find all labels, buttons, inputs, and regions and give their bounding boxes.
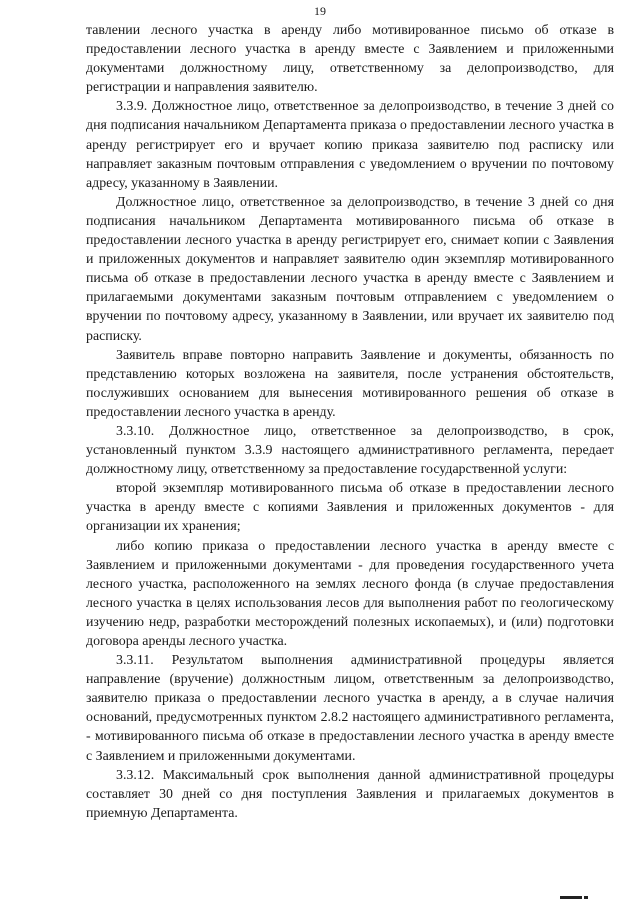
paragraph-refusal-registration: Должностное лицо, ответственное за делопроизводство, в течение 3 дней со дня подписания начальником Департамента мотивированного письма об отказе в предоставлении лесного участка в аренду регистрирует его, снимает копии с Заявления и приложенных документов и направляет заявителю один экземпляр мотивированного письма об отказе в предоставлении лесного участка в аренду вместе с Заявлением и прилагаемыми документами заказным почтовым отправлением с уведомлением о вручении по почтовому адресу, указанному в Заявлении, или вручает их заявителю под расписку.: [86, 194, 614, 344]
paragraph-reapplication: Заявитель вправе повторно направить Заявление и документы, обязанность по представлению которых возложена на заявителя, после устранения обстоятельств, послуживших основанием для вынесения мотивированного решения об отказе в предоставлении лесного участка в аренду.: [86, 347, 614, 420]
paragraph-3-3-11: 3.3.11. Результатом выполнения административной процедуры является направление (вручение) должностным лицом, ответственным за делопроизводство, заявителю приказа о предоставлении лесного участка в аренду, а в случае наличия оснований, предусмотренных пунктом 2.8.2 настоящего административного регламента, - мотивированного письма об отказе в предоставлении лесного участка в аренду вместе с Заявлением и приложенными документами.: [86, 653, 614, 764]
paragraph-second-copy: второй экземпляр мотивированного письма об отказе в предоставлении лесного участка в аренду вместе с копиями Заявления и приложенных документов - для организации их хранения;: [86, 481, 614, 535]
paragraph-order-copy: либо копию приказа о предоставлении лесного участка в аренду вместе с Заявлением и приложенными документами - для проведения государственного учета лесного участка, расположенного на землях лесного фонда (в случае предоставления лесного участка в целях использования лесов для выполнения работ по геологическому изучению недр, разработки месторождений полезных ископаемых), и (или) подготовки договора аренды лесного участка.: [86, 538, 614, 649]
scan-corner-mark: [560, 896, 582, 899]
paragraph-continuation: тавлении лесного участка в аренду либо мотивированное письмо об отказе в предоставлении лесного участка в аренду вместе с Заявлением и приложенными документами должностному лицу, ответственному за делопроизводство, для регистрации и направления заявителю.: [86, 23, 614, 96]
page-number: 19: [314, 4, 326, 18]
paragraph-3-3-9: 3.3.9. Должностное лицо, ответственное за делопроизводство, в течение 3 дней со дня подписания начальником Департамента приказа о предоставлении лесного участка в аренду регистрирует его и вручает копию приказа заявителю под расписку или направляет заказным почтовым отправления с уведомлением о вручении по почтовому адресу, указанному в Заявлении.: [86, 99, 614, 191]
paragraph-3-3-10: 3.3.10. Должностное лицо, ответственное за делопроизводство, в срок, установленный пунктом 3.3.9 настоящего административного регламента, передает должностному лицу, ответственному за предоставление государственной услуги:: [86, 423, 614, 478]
paragraph-3-3-12: 3.3.12. Максимальный срок выполнения данной административной процедуры составляет 30 дней со дня поступления Заявления и прилагаемых документов в приемную Департамента.: [86, 767, 614, 821]
document-body: [86, 21, 614, 823]
